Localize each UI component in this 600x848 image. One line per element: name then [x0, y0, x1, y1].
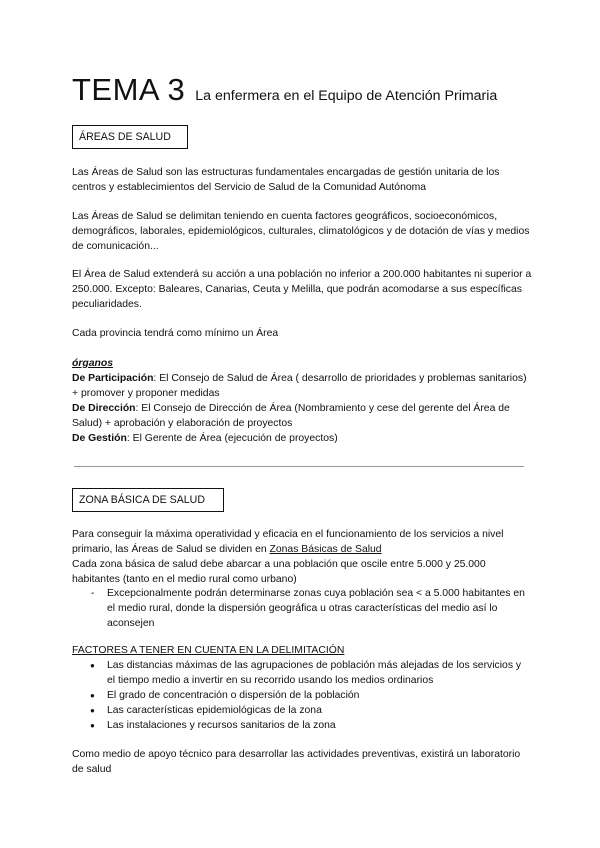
factor-item: Las instalaciones y recursos sanitarios de la zona [107, 720, 336, 731]
organos-title: órganos [72, 358, 113, 369]
areas-paragraph-3: El Área de Salud extenderá su acción a una población no inferior a 200.000 habitantes ni superior a 250.000. Excepto: Baleares, Canarias, Ceuta y Melilla, que podrán acomodarse a sus específicas peculiaridades. [72, 269, 532, 310]
tema-subtitle: La enfermera en el Equipo de Atención Primaria [195, 88, 498, 104]
organos-list [72, 356, 532, 446]
bullet-icon: ● [90, 721, 95, 730]
organo-participacion: De Participación: El Consejo de Salud de Área ( desarrollo de prioridades y problemas sanitarios) + promover y proponer medidas [72, 373, 527, 399]
areas-paragraph-2: Las Áreas de Salud se delimitan teniendo en cuenta factores geográficos, socioeconómicos, demográficos, laborales, epidemiológicos, culturales, climatológicos y de dotación de vías y medios de comunicación... [72, 211, 530, 252]
factor-item: El grado de concentración o dispersión de la población [107, 690, 360, 701]
zona-paragraph-2: Cada zona básica de salud debe abarcar a una población que oscile entre 5.000 y 25.000 habitantes (tanto en el medio rural como urbano) [72, 559, 486, 585]
section-heading-zona: ZONA BÁSICA DE SALUD [72, 488, 224, 512]
page-title [72, 72, 497, 108]
factores-title: FACTORES A TENER EN CUENTA EN LA DELIMITACIÓN [72, 645, 345, 656]
areas-paragraph-1: Las Áreas de Salud son las estructuras fundamentales encargadas de gestión unitaria de los centros y establecimientos del Servicio de Salud de la Comunidad Autónoma [72, 167, 500, 193]
bullet-icon: ● [90, 691, 95, 700]
factor-item: Las distancias máximas de las agrupaciones de población más alejadas de los servicios y el tiempo medio a invertir en su recorrido usando los medios ordinarios [107, 660, 522, 686]
section-divider [74, 466, 524, 467]
dash-icon: - [91, 588, 95, 599]
factor-item: Las características epidemiológicas de la zona [107, 705, 322, 716]
bullet-icon: ● [90, 661, 95, 670]
tema-number: TEMA 3 [72, 72, 186, 107]
zona-paragraph-1: Para conseguir la máxima operatividad y eficacia en el funcionamiento de los servicios a nivel primario, las Áreas de Salud se dividen en Zonas Básicas de Salud Cada zona básica de salud debe abarcar a una población que oscile entre 5.000 y 25.000 habitantes (tanto en el medio rural como urbano) [72, 527, 532, 587]
areas-paragraph-4: Cada provincia tendrá como mínimo un Área [72, 328, 279, 339]
organo-direccion: De Dirección: El Consejo de Dirección de Área (Nombramiento y cese del gerente del Área de Salud) + aprobación y elaboración de proyectos [72, 403, 510, 429]
zonas-basicas-link: Zonas Básicas de Salud [269, 544, 382, 555]
closing-paragraph: Como medio de apoyo técnico para desarrollar las actividades preventivas, existirá un laboratorio de salud [72, 749, 521, 775]
section-heading-areas: ÁREAS DE SALUD [72, 125, 188, 149]
dash-item: Excepcionalmente podrán determinarse zonas cuya población sea < a 5.000 habitantes en el medio rural, donde la dispersión geográfica u otras características del medio así lo aconsejen [107, 588, 525, 629]
organo-gestion: De Gestión: El Gerente de Área (ejecución de proyectos) [72, 433, 338, 444]
bullet-icon: ● [90, 706, 95, 715]
